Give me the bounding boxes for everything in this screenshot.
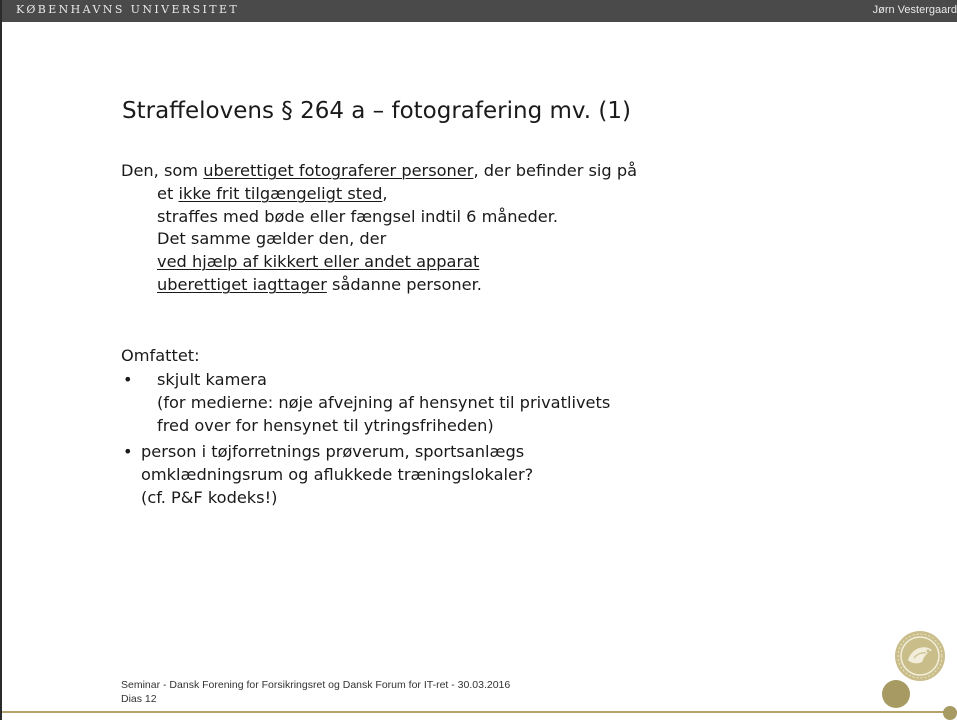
bullet-line: (for medierne: nøje afvejning af hensynet til privatlivets bbox=[157, 392, 611, 412]
list-item bbox=[121, 369, 610, 437]
list-item bbox=[121, 441, 610, 509]
footer bbox=[121, 678, 510, 706]
author-name: Jørn Vestergaard bbox=[872, 4, 957, 16]
decorative-dot-large bbox=[882, 680, 910, 708]
underlined-term: ved hjælp af kikkert eller andet apparat bbox=[157, 252, 480, 272]
bullet-line: skjult kamera bbox=[157, 370, 267, 389]
bullet-list bbox=[121, 369, 610, 510]
decorative-dot-small bbox=[943, 706, 957, 720]
underlined-term: ikke frit tilgængeligt sted bbox=[178, 183, 383, 203]
paragraph-line-5 bbox=[121, 251, 637, 274]
footer-rule bbox=[2, 711, 957, 713]
omfattet-label: Omfattet: bbox=[121, 346, 200, 365]
paragraph-line-2: et ikke frit tilgængeligt sted, bbox=[157, 183, 388, 203]
university-name: KØBENHAVNS UNIVERSITET bbox=[16, 3, 240, 16]
paragraph-line-3: straffes med bøde eller fængsel indtil 6 måneder. bbox=[157, 206, 559, 226]
bullet-icon: • bbox=[123, 370, 133, 389]
bullet-line: omklædningsrum og aflukkede træningslokaler? bbox=[141, 465, 534, 485]
bullet-icon: • bbox=[123, 442, 133, 462]
paragraph-line-1: Den, som uberettiget fotograferer personer, der befinder sig på bbox=[121, 161, 638, 180]
footer-event: Seminar - Dansk Forening for Forsikringsret og Dansk Forum for IT-ret - 30.03.2016 bbox=[121, 679, 511, 691]
paragraph-line-6: uberettiget iagttager sådanne personer. bbox=[157, 274, 482, 294]
slide-number: Dias 12 bbox=[121, 693, 157, 705]
underlined-term: uberettiget fotograferer personer bbox=[203, 161, 474, 180]
bullet-line: (cf. P&F kodeks!) bbox=[141, 487, 278, 507]
slide-title: Straffelovens § 264 a – fotografering mv. (1) bbox=[122, 98, 631, 124]
statute-paragraph bbox=[121, 160, 637, 297]
underlined-term: uberettiget iagttager bbox=[157, 274, 327, 294]
bullet-line: person i tøjforretnings prøverum, sportsanlægs bbox=[141, 442, 525, 462]
header-bar bbox=[2, 0, 957, 22]
paragraph-line-4: Det samme gælder den, der bbox=[157, 229, 387, 249]
university-seal-icon bbox=[894, 630, 946, 682]
bullet-line: fred over for hensynet til ytringsfriheden) bbox=[157, 415, 494, 435]
